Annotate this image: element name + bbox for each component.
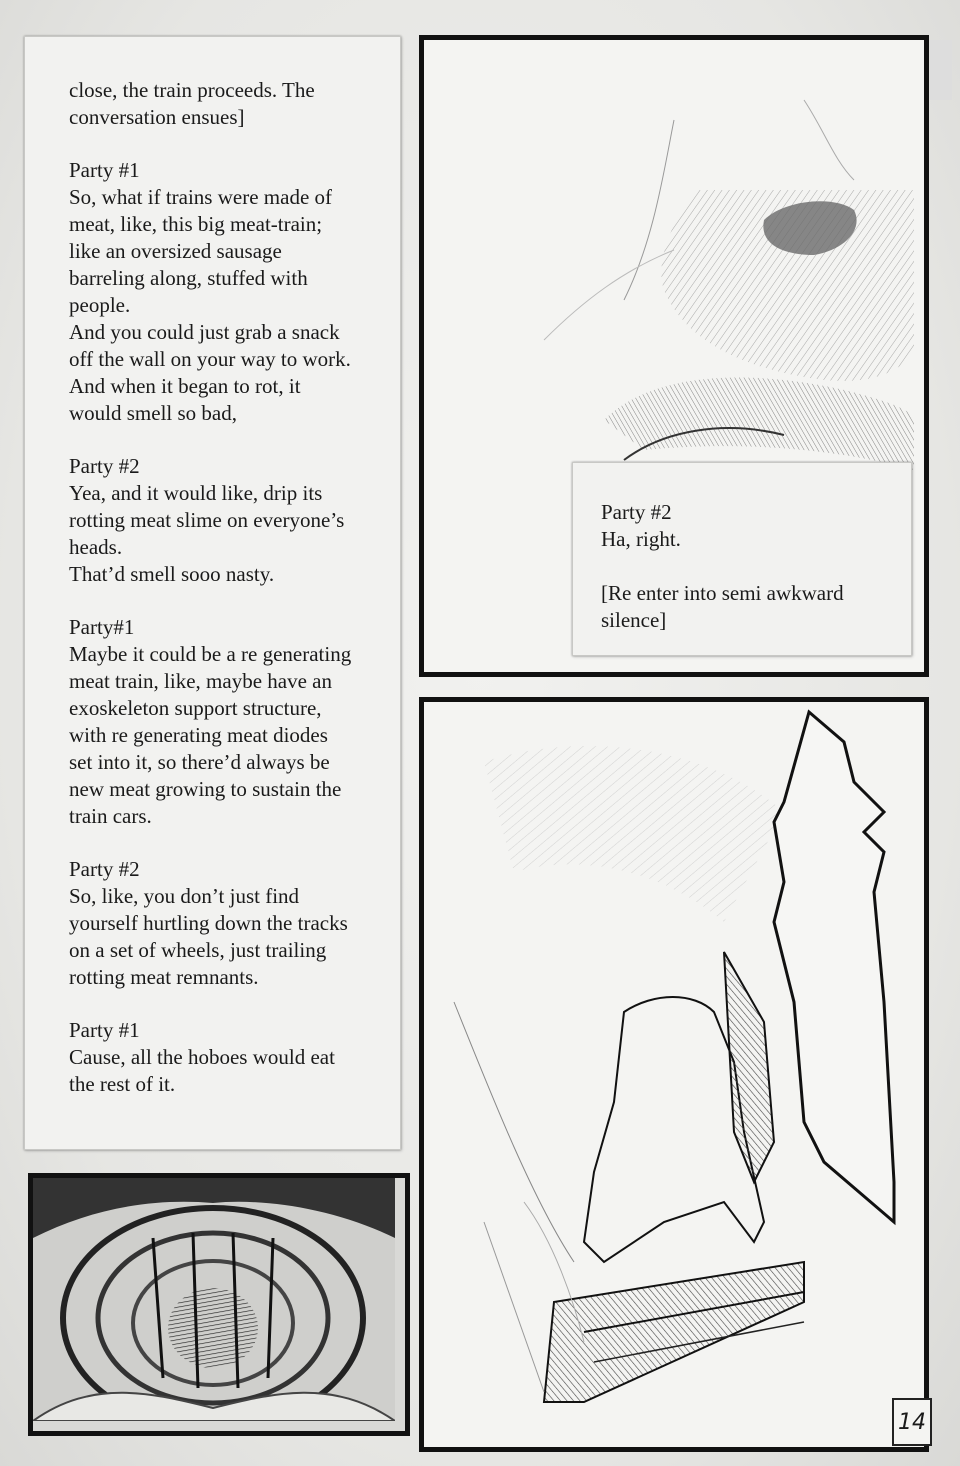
caption-line: train cars. [69, 804, 152, 828]
caption-line: off the wall on your way to work. [69, 347, 351, 371]
paper-edge [930, 40, 952, 100]
caption-line: exoskeleton support structure, [69, 696, 322, 720]
page-number: 14 [892, 1398, 932, 1446]
caption-text-panel1 [601, 499, 901, 634]
caption-line: heads. [69, 535, 123, 559]
caption-line: Maybe it could be a re generating [69, 642, 352, 666]
caption-line: meat, like, this big meat-train; [69, 212, 323, 236]
caption-block-party2-b [69, 856, 399, 991]
caption-line: would smell so bad, [69, 401, 237, 425]
caption-line: Cause, all the hoboes would eat [69, 1045, 335, 1069]
speaker-label: Party #1 [69, 158, 140, 182]
caption-line: yourself hurtling down the tracks [69, 911, 348, 935]
caption-text-left [69, 77, 399, 1124]
caption-block-intro [69, 77, 399, 131]
caption-line: close, the train proceeds. The [69, 78, 315, 102]
panel-meat-tunnel [28, 1173, 410, 1436]
caption-line: like an oversized sausage [69, 239, 282, 263]
caption-line: So, like, you don’t just find [69, 884, 300, 908]
caption-line: rotting meat remnants. [69, 965, 259, 989]
caption-block-party2-a [69, 453, 399, 588]
caption-block-party1-c [69, 1017, 399, 1098]
caption-line: on a set of wheels, just trailing [69, 938, 327, 962]
caption-line: And when it began to rot, it [69, 374, 301, 398]
caption-line: new meat growing to sustain the [69, 777, 342, 801]
caption-block-party1-a [69, 157, 399, 427]
caption-line: And you could just grab a snack [69, 320, 340, 344]
caption-line: people. [69, 293, 131, 317]
caption-line: set into it, so there’d always be [69, 750, 330, 774]
speaker-label: Party #2 [69, 857, 140, 881]
caption-line: Yea, and it would like, drip its [69, 481, 323, 505]
panel-silhouette-drawing [424, 702, 914, 1437]
caption-line: [Re enter into semi awkward [601, 581, 844, 605]
caption-line: rotting meat slime on everyone’s [69, 508, 345, 532]
caption-line: So, what if trains were made of [69, 185, 333, 209]
speaker-label: Party #1 [69, 1018, 140, 1042]
panel-silhouette-train [419, 697, 929, 1452]
panel-tunnel-drawing [33, 1178, 395, 1421]
speaker-label: Party #2 [69, 454, 140, 478]
caption-block-party1-b [69, 614, 399, 830]
caption-line: barreling along, stuffed with [69, 266, 308, 290]
caption-line: with re generating meat diodes [69, 723, 328, 747]
speaker-label: Party#1 [69, 615, 135, 639]
caption-spacer [601, 553, 901, 580]
caption-line: That’d smell sooo nasty. [69, 562, 275, 586]
caption-line: conversation ensues] [69, 105, 245, 129]
caption-box-left [24, 36, 401, 1150]
caption-line: silence] [601, 608, 667, 632]
caption-line: Ha, right. [601, 527, 681, 551]
caption-box-panel1 [572, 462, 912, 656]
caption-line: meat train, like, maybe have an [69, 669, 332, 693]
caption-line: the rest of it. [69, 1072, 176, 1096]
speaker-label: Party #2 [601, 500, 672, 524]
